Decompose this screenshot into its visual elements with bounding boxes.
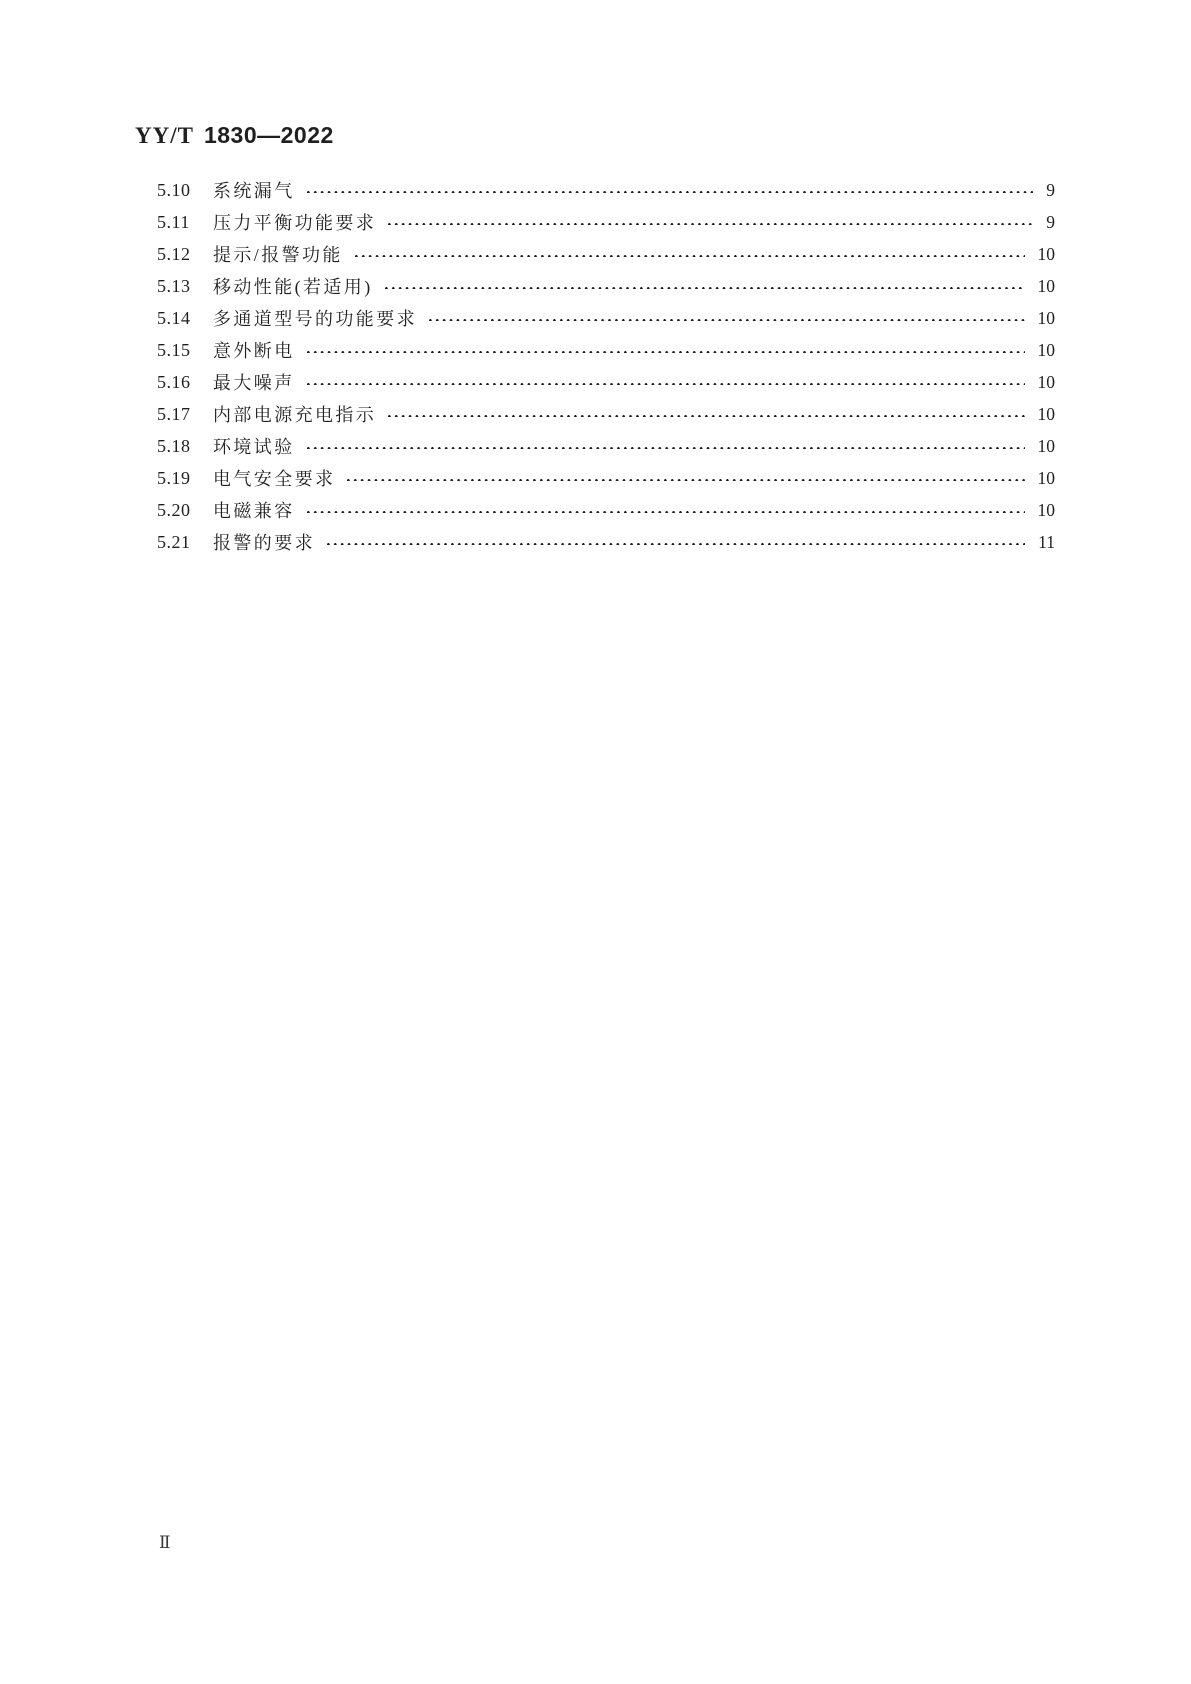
- toc-dot-leader: [307, 447, 1025, 450]
- toc-entry-number: 5.13: [157, 275, 191, 296]
- toc-entry: [157, 526, 1055, 558]
- toc-entry-number: 5.10: [157, 179, 191, 200]
- toc-entry-title: 意外断电: [213, 341, 295, 361]
- toc-entry-number: 5.11: [157, 211, 190, 232]
- toc-entry: [157, 302, 1055, 334]
- toc-entry-title: 系统漏气: [213, 181, 295, 201]
- toc-entry-number: 5.12: [157, 243, 191, 264]
- standard-number: 1830—2022: [203, 122, 334, 148]
- toc-entry-title: 提示/报警功能: [213, 245, 343, 265]
- page-number-footer: Ⅱ: [159, 1533, 171, 1552]
- toc-dot-leader: [347, 479, 1024, 482]
- toc-entry: [157, 206, 1055, 238]
- toc-entry-page: 9: [1046, 211, 1055, 232]
- toc-entry: [157, 270, 1055, 302]
- toc-entry: [157, 462, 1055, 494]
- toc-entry: [157, 334, 1055, 366]
- toc-entry-title: 内部电源充电指示: [213, 405, 377, 425]
- toc-dot-leader: [307, 383, 1025, 386]
- toc-entry-page: 11: [1038, 531, 1055, 552]
- toc-dot-leader: [307, 511, 1025, 514]
- toc-entry-page: 10: [1037, 499, 1055, 520]
- toc-entry-number: 5.17: [157, 403, 191, 424]
- table-of-contents: [157, 174, 1055, 558]
- toc-entry-title: 环境试验: [213, 437, 295, 457]
- toc-dot-leader: [388, 223, 1033, 226]
- toc-entry-title: 压力平衡功能要求: [213, 213, 377, 233]
- toc-entry-number: 5.20: [157, 499, 191, 520]
- toc-entry-title: 移动性能(若适用): [213, 277, 373, 297]
- toc-entry-page: 9: [1046, 179, 1055, 200]
- toc-entry-number: 5.18: [157, 435, 191, 456]
- toc-entry-number: 5.14: [157, 307, 191, 328]
- toc-dot-leader: [385, 287, 1025, 290]
- toc-entry-page: 10: [1037, 403, 1055, 424]
- toc-entry-page: 10: [1037, 243, 1055, 264]
- toc-entry-title: 最大噪声: [213, 373, 295, 393]
- standard-code: YY/T: [135, 123, 194, 148]
- toc-entry-number: 5.15: [157, 339, 191, 360]
- toc-dot-leader: [355, 255, 1025, 258]
- toc-dot-leader: [388, 415, 1024, 418]
- toc-entry-title: 电磁兼容: [213, 501, 295, 521]
- toc-entry-title: 电气安全要求: [213, 469, 336, 489]
- standard-number-header: [135, 122, 334, 149]
- toc-entry-number: 5.16: [157, 371, 191, 392]
- toc-entry: [157, 238, 1055, 270]
- toc-dot-leader: [327, 543, 1025, 546]
- toc-entry-title: 报警的要求: [213, 533, 315, 553]
- toc-entry: [157, 398, 1055, 430]
- toc-entry-page: 10: [1037, 307, 1055, 328]
- toc-entry-page: 10: [1037, 339, 1055, 360]
- toc-dot-leader: [429, 319, 1025, 322]
- toc-dot-leader: [307, 191, 1034, 194]
- toc-entry-page: 10: [1037, 435, 1055, 456]
- toc-entry: [157, 494, 1055, 526]
- toc-entry-title: 多通道型号的功能要求: [213, 309, 417, 329]
- toc-entry-page: 10: [1037, 371, 1055, 392]
- toc-entry: [157, 174, 1055, 206]
- toc-entry-page: 10: [1037, 275, 1055, 296]
- toc-entry: [157, 430, 1055, 462]
- toc-entry-page: 10: [1037, 467, 1055, 488]
- toc-dot-leader: [307, 351, 1025, 354]
- toc-entry-number: 5.21: [157, 531, 191, 552]
- toc-entry-number: 5.19: [157, 467, 191, 488]
- toc-entry: [157, 366, 1055, 398]
